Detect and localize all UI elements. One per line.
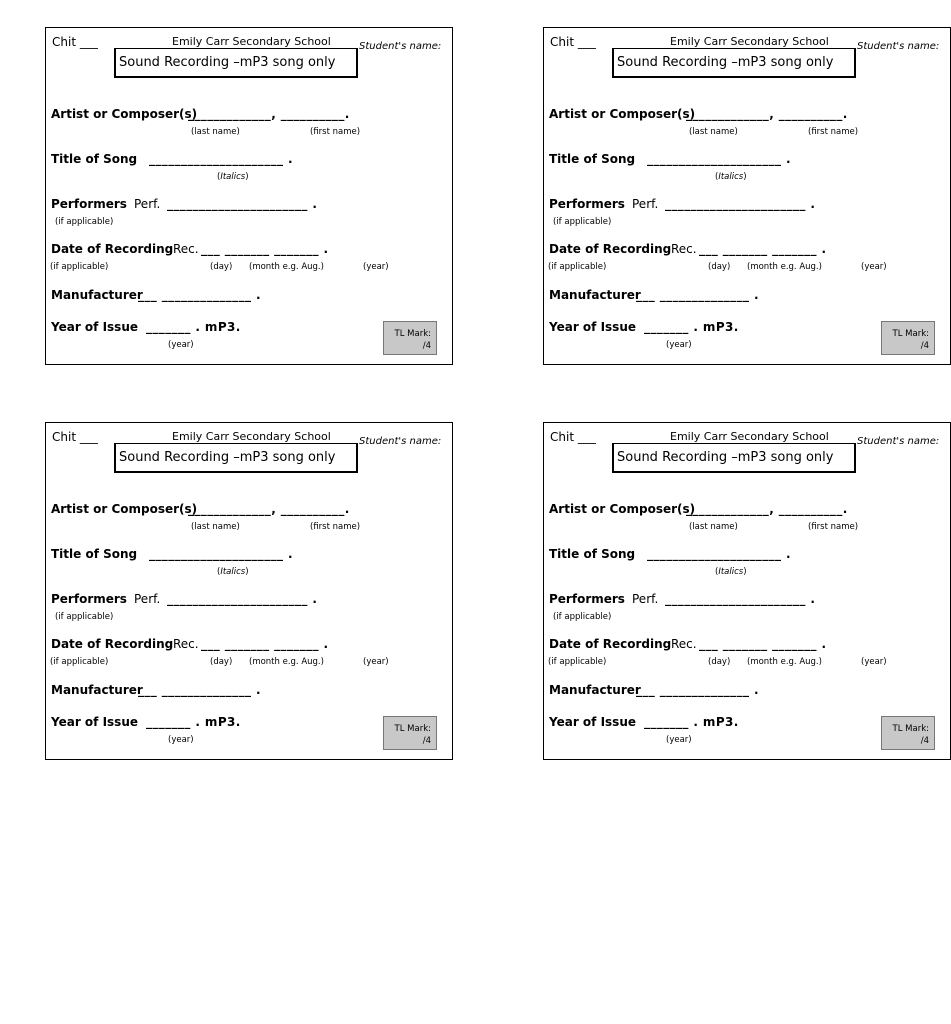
manufacturer-blank[interactable]: ___ ______________ . <box>138 683 261 697</box>
manufacturer-blank[interactable]: ___ ______________ . <box>138 288 261 302</box>
citation-card <box>45 27 453 365</box>
month-hint: (month e.g. Aug.) <box>747 262 822 272</box>
card-title: Sound Recording –mP3 song only <box>617 450 834 465</box>
artist-blank[interactable]: _____________, __________. <box>686 502 848 516</box>
if-applicable-hint: (if applicable) <box>50 657 109 667</box>
artist-blank[interactable]: _____________, __________. <box>686 107 848 121</box>
manufacturer-label: Manufacturer <box>549 683 641 697</box>
italics-hint: (Italics) <box>715 172 747 182</box>
last-name-hint: (last name) <box>191 127 240 137</box>
last-name-hint: (last name) <box>689 127 738 137</box>
if-applicable-hint: (if applicable) <box>55 612 114 622</box>
year-hint: (year) <box>363 262 389 272</box>
year-of-issue-blank[interactable]: _______ . mP3. <box>146 715 241 729</box>
artist-label: Artist or Composer(s) <box>549 107 696 121</box>
recording-date-label: Date of Recording <box>549 242 672 256</box>
year-of-issue-blank[interactable]: _______ . mP3. <box>146 320 241 334</box>
if-applicable-hint: (if applicable) <box>548 657 607 667</box>
artist-label: Artist or Composer(s) <box>549 502 696 516</box>
perf-prefix: Perf. <box>134 592 161 606</box>
card-title: Sound Recording –mP3 song only <box>119 55 336 70</box>
tl-mark-box <box>881 716 935 750</box>
citation-card <box>543 27 951 365</box>
card-title: Sound Recording –mP3 song only <box>617 55 834 70</box>
recording-date-blank[interactable]: ___ _______ _______ . <box>699 242 827 256</box>
artist-blank[interactable]: _____________, __________. <box>188 502 350 516</box>
day-hint: (day) <box>708 262 731 272</box>
if-applicable-hint: (if applicable) <box>553 217 612 227</box>
month-hint: (month e.g. Aug.) <box>747 657 822 667</box>
manufacturer-blank[interactable]: ___ ______________ . <box>636 683 759 697</box>
last-name-hint: (last name) <box>191 522 240 532</box>
chit-label: Chit ___ <box>52 430 98 444</box>
year-hint: (year) <box>861 657 887 667</box>
recording-date-blank[interactable]: ___ _______ _______ . <box>699 637 827 651</box>
song-title-blank[interactable]: _____________________ . <box>647 152 791 166</box>
year-of-issue-label: Year of Issue <box>549 320 636 334</box>
italics-hint-word: Italics <box>220 172 246 182</box>
month-hint: (month e.g. Aug.) <box>249 262 324 272</box>
year-of-issue-label: Year of Issue <box>51 715 138 729</box>
student-name-label: Student's name: <box>359 41 442 52</box>
rec-prefix: Rec. <box>173 242 199 256</box>
perf-prefix: Perf. <box>632 197 659 211</box>
italics-hint-word: Italics <box>718 172 744 182</box>
if-applicable-hint: (if applicable) <box>50 262 109 272</box>
year-hint: (year) <box>168 735 194 745</box>
performers-label: Performers <box>549 592 625 606</box>
card-title: Sound Recording –mP3 song only <box>119 450 336 465</box>
recording-date-label: Date of Recording <box>51 637 174 651</box>
student-name-label: Student's name: <box>857 41 940 52</box>
recording-date-label: Date of Recording <box>51 242 174 256</box>
first-name-hint: (first name) <box>310 522 361 532</box>
if-applicable-hint: (if applicable) <box>553 612 612 622</box>
recording-date-blank[interactable]: ___ _______ _______ . <box>201 242 329 256</box>
last-name-hint: (last name) <box>689 522 738 532</box>
chit-label: Chit ___ <box>52 35 98 49</box>
month-hint: (month e.g. Aug.) <box>249 657 324 667</box>
recording-date-label: Date of Recording <box>549 637 672 651</box>
if-applicable-hint: (if applicable) <box>55 217 114 227</box>
year-of-issue-label: Year of Issue <box>51 320 138 334</box>
tl-mark-label: TL Mark: <box>394 329 431 339</box>
rec-prefix: Rec. <box>671 637 697 651</box>
citation-card <box>45 422 453 760</box>
tl-mark-value: /4 <box>920 341 929 351</box>
day-hint: (day) <box>210 657 233 667</box>
citation-card <box>543 422 951 760</box>
chit-label: Chit ___ <box>550 35 596 49</box>
year-hint: (year) <box>861 262 887 272</box>
first-name-hint: (first name) <box>808 127 859 137</box>
year-hint: (year) <box>363 657 389 667</box>
artist-label: Artist or Composer(s) <box>51 107 198 121</box>
manufacturer-label: Manufacturer <box>549 288 641 302</box>
performers-label: Performers <box>51 592 127 606</box>
rec-prefix: Rec. <box>671 242 697 256</box>
manufacturer-label: Manufacturer <box>51 288 143 302</box>
rec-prefix: Rec. <box>173 637 199 651</box>
italics-hint: (Italics) <box>217 567 249 577</box>
school-name: Emily Carr Secondary School <box>670 430 829 443</box>
italics-hint: (Italics) <box>715 567 747 577</box>
artist-label: Artist or Composer(s) <box>51 502 198 516</box>
performers-label: Performers <box>549 197 625 211</box>
tl-mark-value: /4 <box>920 736 929 746</box>
tl-mark-box <box>383 716 437 750</box>
chit-label: Chit ___ <box>550 430 596 444</box>
year-of-issue-blank[interactable]: _______ . mP3. <box>644 320 739 334</box>
song-title-blank[interactable]: _____________________ . <box>647 547 791 561</box>
day-hint: (day) <box>708 657 731 667</box>
performers-blank[interactable]: ______________________ . <box>167 592 318 606</box>
tl-mark-label: TL Mark: <box>394 724 431 734</box>
artist-blank[interactable]: _____________, __________. <box>188 107 350 121</box>
perf-prefix: Perf. <box>134 197 161 211</box>
performers-blank[interactable]: ______________________ . <box>665 197 816 211</box>
school-name: Emily Carr Secondary School <box>172 430 331 443</box>
day-hint: (day) <box>210 262 233 272</box>
song-title-blank[interactable]: _____________________ . <box>149 152 293 166</box>
tl-mark-box <box>383 321 437 355</box>
year-hint: (year) <box>168 340 194 350</box>
song-title-label: Title of Song <box>51 152 138 166</box>
first-name-hint: (first name) <box>808 522 859 532</box>
tl-mark-label: TL Mark: <box>892 724 929 734</box>
italics-hint: (Italics) <box>217 172 249 182</box>
school-name: Emily Carr Secondary School <box>670 35 829 48</box>
perf-prefix: Perf. <box>632 592 659 606</box>
song-title-label: Title of Song <box>549 152 636 166</box>
italics-hint-word: Italics <box>220 567 246 577</box>
performers-blank[interactable]: ______________________ . <box>167 197 318 211</box>
song-title-label: Title of Song <box>549 547 636 561</box>
performers-label: Performers <box>51 197 127 211</box>
manufacturer-label: Manufacturer <box>51 683 143 697</box>
student-name-label: Student's name: <box>857 436 940 447</box>
year-of-issue-label: Year of Issue <box>549 715 636 729</box>
tl-mark-value: /4 <box>422 341 431 351</box>
year-of-issue-blank[interactable]: _______ . mP3. <box>644 715 739 729</box>
tl-mark-box <box>881 321 935 355</box>
if-applicable-hint: (if applicable) <box>548 262 607 272</box>
year-hint: (year) <box>666 340 692 350</box>
italics-hint-word: Italics <box>718 567 744 577</box>
first-name-hint: (first name) <box>310 127 361 137</box>
performers-blank[interactable]: ______________________ . <box>665 592 816 606</box>
school-name: Emily Carr Secondary School <box>172 35 331 48</box>
song-title-label: Title of Song <box>51 547 138 561</box>
tl-mark-label: TL Mark: <box>892 329 929 339</box>
year-hint: (year) <box>666 735 692 745</box>
manufacturer-blank[interactable]: ___ ______________ . <box>636 288 759 302</box>
tl-mark-value: /4 <box>422 736 431 746</box>
student-name-label: Student's name: <box>359 436 442 447</box>
recording-date-blank[interactable]: ___ _______ _______ . <box>201 637 329 651</box>
song-title-blank[interactable]: _____________________ . <box>149 547 293 561</box>
